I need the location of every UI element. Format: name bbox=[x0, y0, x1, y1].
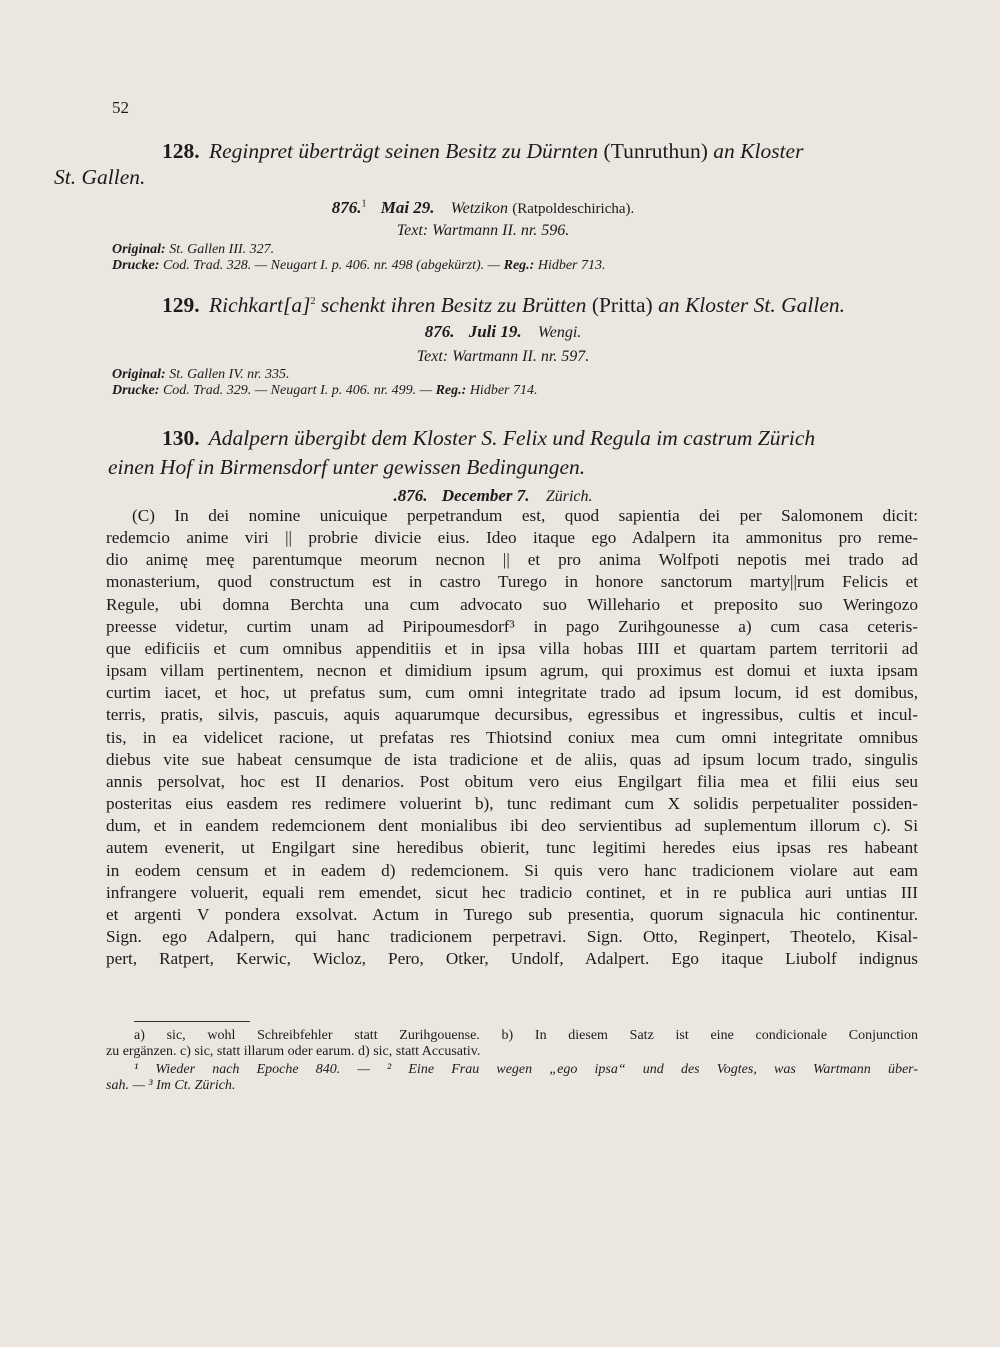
entry-129 bbox=[108, 292, 918, 399]
text-line: curtim iacet, et hoc, ut prefatus sum, cum omni integritate trado ad ipsum locum, id est domibus, bbox=[106, 683, 918, 703]
footnote-line: zu ergänzen. c) sic, statt illarum oder earum. d) sic, statt Accusativ. bbox=[106, 1044, 481, 1059]
text-line: (C) In dei nomine unicuique perpetrandum est, quod sapientia dei per Salomonem dicit: bbox=[132, 506, 918, 525]
original-line: Original: St. Gallen III. 327. bbox=[112, 242, 275, 257]
entry-130 bbox=[108, 425, 918, 507]
entry-date: 876.$^1$ Mai 29. Wetzikon (Ratpoldeschiricha). bbox=[331, 198, 635, 217]
entry-title: 130. Adalpern übergibt dem Kloster S. Felix und Regula im castrum Zürich bbox=[162, 426, 816, 450]
entry-title-continued: einen Hof in Birmensdorf unter gewissen Bedingungen. bbox=[108, 455, 586, 479]
drucke-line: Drucke: Cod. Trad. 329. — Neugart I. p. 406. nr. 499. — Reg.: Hidber 714. bbox=[112, 383, 538, 398]
text-line: redemcio anime viri || probrie divicie eius. Ideo itaque ego Adalpern ita ammonitus pro reme- bbox=[106, 528, 918, 548]
text-line: in eodem censum et in eadem d) redemcionem. Si quis vero hanc tradicionem violare aut eam bbox=[106, 860, 918, 880]
editor-notes bbox=[106, 1062, 918, 1094]
footnotes bbox=[106, 1028, 918, 1060]
text-line: diebus vite sue habeat censumque de ista tradicione et de aliis, quas ad ipsum locum trado, singulis bbox=[106, 749, 918, 769]
text-line: annis persolvat, hoc est II denarios. Post obitum vero eius Engilgart filia mea et filii eius seu bbox=[106, 771, 918, 791]
entry-number: 129. bbox=[162, 293, 200, 317]
text-line: autem evenerit, ut Engilgart sine heredibus obierit, tunc legitimi heredes eius ipsas res habeant bbox=[106, 838, 918, 858]
note-line: ¹ Wieder nach Epoche 840. — ² Eine Frau wegen „ego ipsa“ und des Vogtes, was Wartmann über- bbox=[134, 1062, 918, 1077]
original-line: Original: St. Gallen IV. nr. 335. bbox=[112, 367, 290, 382]
text-line: et argenti V pondera exsolvat. Actum in Turego sub presentia, quorum signacula hic continentur. bbox=[106, 904, 918, 924]
entry-date: 876. Juli 19. Wengi. bbox=[424, 322, 582, 341]
text-line: tis, in ea videlicet racione, ut prefatas res Thiotsind coniux mea cum omni integritate omnibus bbox=[106, 727, 918, 747]
text-line: que edificiis et cum omnibus appenditiis et in ipsa villa hobas IIII et quartam partem territorii ad bbox=[106, 638, 918, 658]
text-line: infrangere voluerit, equali rem emendet, sicut hec tradicio continet, et in re publica auri untias III bbox=[106, 882, 918, 902]
entry-number: 130. bbox=[162, 426, 200, 450]
text-line: dum, et in eandem redemcionem dent monialibus ibi deo servientibus ad suplementum illorum c). Si bbox=[106, 816, 918, 836]
text-line: preesse videtur, curtim unam ad Piripoumesdorf³ in pago Zurihgounesse a) cum casa ceteris- bbox=[106, 616, 918, 636]
text-line: ipsam villam pertinentem, necnon et dimidium ipsum agrum, qui proximus est domui et iuxta ipsam bbox=[106, 661, 918, 681]
entry-title: 128. Reginpret überträgt seinen Besitz zu Dürnten (Tunruthun) an Kloster St. Gallen. bbox=[54, 139, 804, 189]
text-line: dio animę meę parentumque meorum necnon || et pro anima Wolfpoti nepotis mei trado ad bbox=[106, 550, 918, 570]
entry-title: 129. $Richkart[a]^2$ schenkt ihren Besitz zu Brütten (Pritta) an Kloster St. Gallen. bbox=[162, 293, 846, 317]
text-line: posteritas eius easdem res redimere voluerint b), tunc redimant cum X solidis perpetualiter possiden- bbox=[106, 794, 918, 814]
charter-text bbox=[106, 505, 918, 970]
text-reference: Text: Wartmann II. nr. 596. bbox=[396, 222, 570, 239]
text-line: Regule, ubi domna Berchta una cum advocato suo Willehario et preposito suo Weringozo bbox=[106, 594, 918, 614]
text-line: pert, Ratpert, Kerwic, Wicloz, Pero, Otker, Undolf, Adalpert. Ego itaque Liubolf indignus bbox=[106, 949, 918, 969]
drucke-line: Drucke: Cod. Trad. 328. — Neugart I. p. 406. nr. 498 (abgekürzt). — Reg.: Hidber 713. bbox=[112, 258, 606, 273]
footnote-line: a) sic, wohl Schreibfehler statt Zurihgouense. b) In diesem Satz ist eine condicionale Conjunction bbox=[134, 1028, 918, 1043]
text-line: Sign. ego Adalpern, qui hanc tradicionem perpetravi. Sign. Otto, Reginpert, Theotelo, Kisal- bbox=[106, 926, 918, 946]
footnote-rule bbox=[134, 1021, 250, 1022]
text-line: monasterium, quod constructum est in castro Turego in honore sanctorum marty||rum Felicis et bbox=[106, 572, 918, 592]
page-number: 52 bbox=[112, 98, 129, 117]
note-line: sah. — ³ Im Ct. Zürich. bbox=[106, 1078, 236, 1093]
entry-number: 128. bbox=[162, 139, 200, 163]
text-line: terris, pratis, silvis, pascuis, aquis aquarumque decursibus, egressibus et ingressibus, cultis et incul- bbox=[106, 705, 918, 725]
entry-128 bbox=[54, 138, 918, 274]
text-reference: Text: Wartmann II. nr. 597. bbox=[416, 348, 590, 365]
entry-date: .876. December 7. Zürich. bbox=[393, 486, 593, 505]
